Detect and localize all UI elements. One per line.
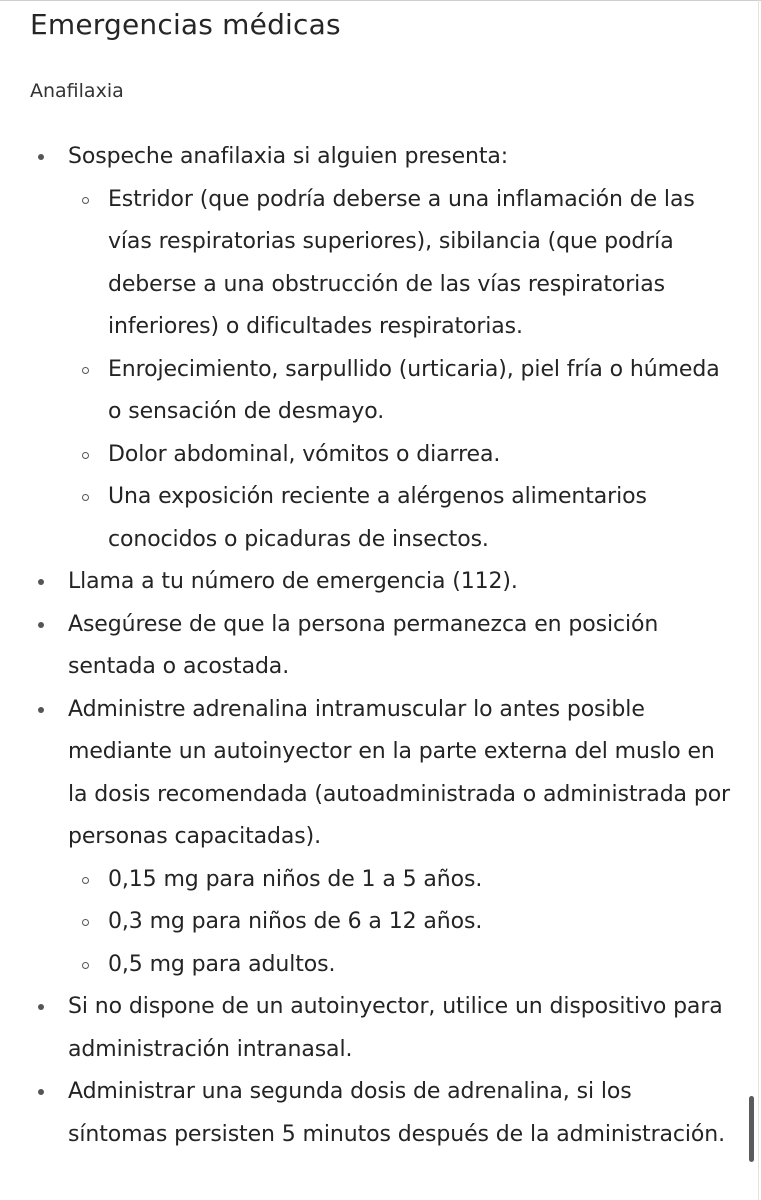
sub-list bbox=[68, 179, 730, 562]
list-item bbox=[30, 986, 730, 1071]
list-item-text: Si no dispone de un autoinyector, utilice un dispositivo para administración intranasal. bbox=[68, 994, 723, 1062]
list-item bbox=[30, 604, 730, 689]
section-subtitle: Anafilaxia bbox=[30, 80, 124, 102]
top-divider bbox=[0, 0, 761, 1]
sub-list-item-text: Enrojecimiento, sarpullido (urticaria), piel fría o húmeda o sensación de desmayo. bbox=[108, 356, 720, 424]
list-item-text: Administrar una segunda dosis de adrenalina, si los síntomas persisten 5 minutos después de la administración. bbox=[68, 1079, 726, 1147]
list-item-text: Sospeche anafilaxia si alguien presenta: bbox=[68, 144, 509, 169]
list-item-text: Asegúrese de que la persona permanezca en posición sentada o acostada. bbox=[68, 611, 659, 679]
sub-list-item-text: 0,3 mg para niños de 6 a 12 años. bbox=[108, 909, 483, 934]
sub-list-item-text: Estridor (que podría deberse a una inflamación de las vías respiratorias superiores), sibilancia (que podría deberse a una obstrucción de las vías respiratorias inferiores) o dificultades respiratorias. bbox=[108, 186, 695, 339]
circle-bullet-icon bbox=[82, 494, 89, 501]
sub-list-item bbox=[68, 859, 730, 902]
bullet-icon bbox=[38, 622, 44, 628]
list-item-text: Llama a tu número de emergencia (112). bbox=[68, 569, 518, 594]
right-divider bbox=[758, 0, 759, 1200]
circle-bullet-icon bbox=[82, 962, 89, 969]
list-item bbox=[30, 136, 730, 561]
sub-list-item bbox=[68, 179, 730, 349]
sub-list-item-text: 0,5 mg para adultos. bbox=[108, 951, 336, 977]
circle-bullet-icon bbox=[82, 367, 89, 374]
bullet-icon bbox=[38, 1004, 44, 1010]
list-item-text: Administre adrenalina intramuscular lo antes posible mediante un autoinyector en la parte externa del muslo en la dosis recomendada (autoadministrada o administrada por personas capacitadas). bbox=[68, 696, 731, 849]
sub-list-item-text: Dolor abdominal, vómitos o diarrea. bbox=[108, 441, 501, 467]
circle-bullet-icon bbox=[82, 877, 89, 884]
circle-bullet-icon bbox=[82, 197, 89, 204]
sub-list bbox=[68, 859, 730, 987]
bullet-icon bbox=[38, 579, 44, 585]
sub-list-item bbox=[68, 944, 730, 987]
sub-list-item bbox=[68, 476, 730, 561]
page-title: Emergencias médicas bbox=[30, 8, 341, 41]
sub-list-item bbox=[68, 349, 730, 434]
bullet-icon bbox=[38, 154, 44, 160]
bullet-icon bbox=[38, 707, 44, 713]
bullet-list bbox=[30, 136, 730, 1156]
sub-list-item-text: Una exposición reciente a alérgenos alimentarios conocidos o picaduras de insectos. bbox=[108, 484, 647, 552]
sub-list-item-text: 0,15 mg para niños de 1 a 5 años. bbox=[108, 866, 483, 892]
bullet-icon bbox=[38, 1089, 44, 1095]
list-item bbox=[30, 689, 730, 987]
scrollbar-thumb[interactable] bbox=[749, 1096, 754, 1162]
list-item bbox=[30, 1071, 730, 1156]
sub-list-item bbox=[68, 901, 730, 944]
list-item bbox=[30, 561, 730, 604]
circle-bullet-icon bbox=[82, 919, 89, 926]
sub-list-item bbox=[68, 434, 730, 477]
circle-bullet-icon bbox=[82, 452, 89, 459]
